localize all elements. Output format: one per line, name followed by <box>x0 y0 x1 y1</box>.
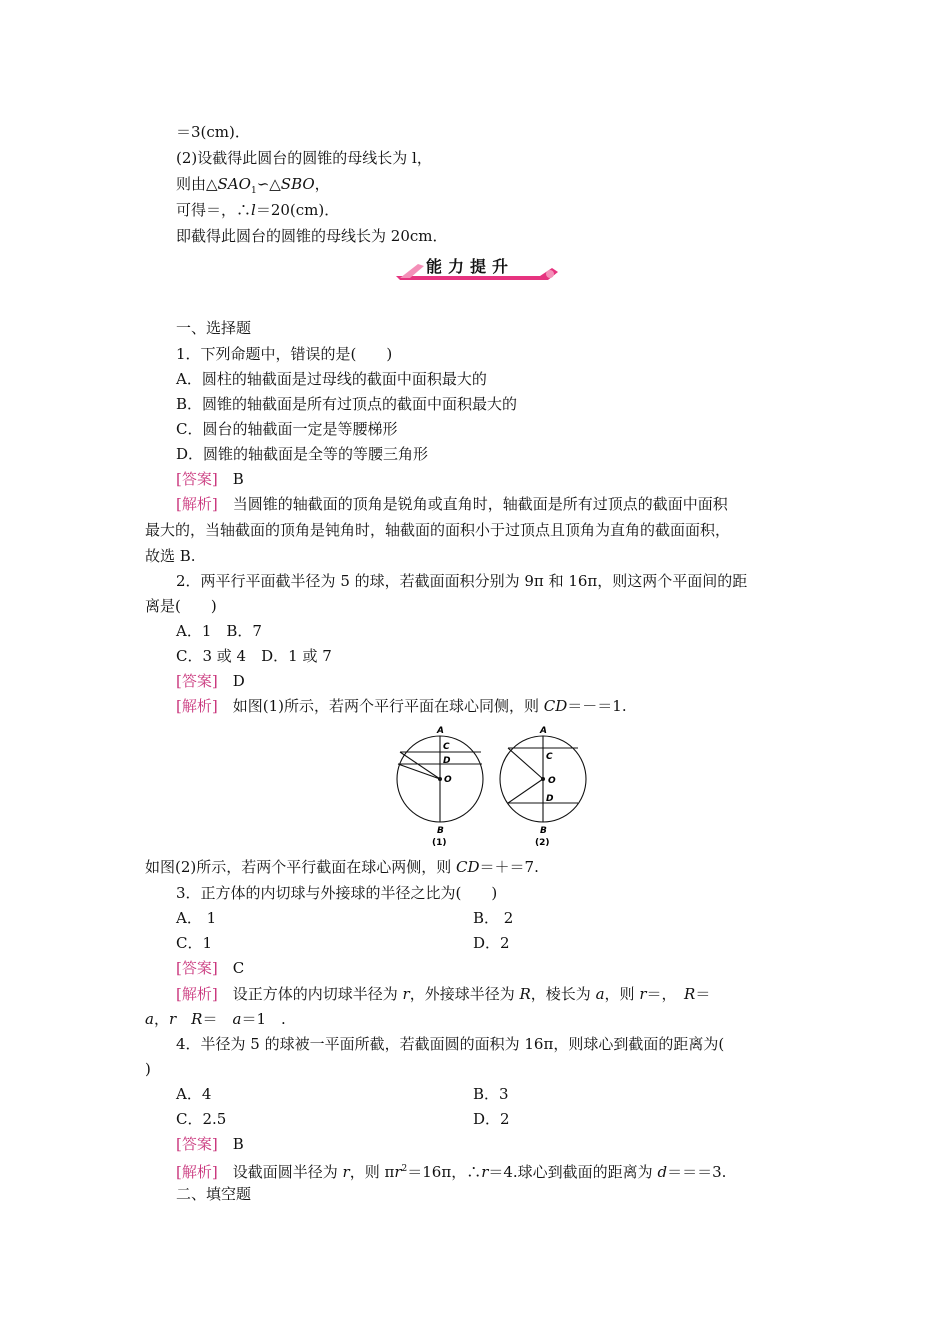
radius-1b <box>398 764 440 779</box>
text-line: ＝3(cm)． <box>176 123 250 141</box>
radius-2b <box>508 779 543 803</box>
superscript: 2 <box>401 1164 408 1174</box>
text-line <box>176 174 330 201</box>
option-d: D．2 <box>473 934 510 952</box>
question-stem: 离是( ) <box>145 597 217 615</box>
var: a <box>232 1010 242 1028</box>
text-line: 即截得此圆台的圆锥的母线长为 20cm． <box>176 227 448 245</box>
question-stem: 2．两平行平面截半径为 5 的球，若截面面积分别为 9π 和 16π，则这两个平面间的距 <box>176 572 748 590</box>
option-b: B． 2 <box>473 909 514 927</box>
text: ＝20(cm)． <box>255 201 340 219</box>
analysis-line <box>176 1159 726 1182</box>
var: CD <box>456 858 480 876</box>
question-stem: 3．正方体的内切球与外接球的半径之比为( ) <box>176 884 498 902</box>
fig-label: O <box>444 775 452 785</box>
text: ，则 π <box>349 1163 395 1181</box>
var: CD <box>543 697 568 715</box>
text: ＝16π，∴ <box>407 1163 482 1181</box>
analysis-tag: [解析] <box>176 985 218 1003</box>
answer-tag: [答案] <box>176 470 218 488</box>
analysis-line <box>176 696 627 716</box>
text: ＝1 . <box>241 1010 286 1028</box>
options-cd: C．3 或 4 D．1 或 7 <box>176 647 332 665</box>
fig-label: D <box>443 756 451 766</box>
text: ＝ <box>202 1010 218 1028</box>
subscript: 1 <box>250 186 257 196</box>
question-stem: 4．半径为 5 的球被一平面所截，若截面圆的面积为 16π，则球心到截面的距离为( <box>176 1035 725 1053</box>
text: ＝， <box>646 985 670 1003</box>
text: 如图(2)所示，若两个平行截面在球心两侧，则 <box>145 858 452 876</box>
text-line <box>176 200 339 220</box>
answer-value: B <box>232 470 244 488</box>
radius-2a <box>508 748 543 779</box>
option-c: C．圆台的轴截面一定是等腰梯形 <box>176 420 398 438</box>
sphere-figure <box>390 722 600 852</box>
section-heading: 二、填空题 <box>176 1185 252 1203</box>
var: r <box>402 985 410 1003</box>
option-a: A． 1 <box>176 909 217 927</box>
answer-value: B <box>232 1135 244 1153</box>
fig-label: D <box>546 794 554 804</box>
analysis-tag: [解析] <box>176 697 218 715</box>
option-c: C．2.5 <box>176 1110 227 1128</box>
text-line: (2)设截得此圆台的圆锥的母线长为 l， <box>176 149 432 167</box>
answer-tag: [答案] <box>176 1135 218 1153</box>
var: l <box>251 201 256 219</box>
text: ，外接球半径为 <box>409 985 515 1003</box>
var: r <box>639 985 647 1003</box>
var: a <box>145 1010 154 1028</box>
text: ， <box>314 175 330 193</box>
fig-label: C <box>546 752 553 762</box>
var: r <box>168 1010 177 1028</box>
text: ＝＝＝3. <box>667 1163 727 1181</box>
option-d: D．圆锥的轴截面是全等的等腰三角形 <box>176 445 429 463</box>
var: SBO <box>280 175 315 193</box>
analysis-line: 故选 B. <box>145 547 196 565</box>
answer-line <box>176 1134 244 1154</box>
text: 则由△ <box>176 175 218 193</box>
radius-1a <box>400 752 440 779</box>
fig-label: O <box>548 776 556 786</box>
var: d <box>657 1163 668 1181</box>
var: a <box>595 985 605 1003</box>
fig-label: A <box>437 726 444 736</box>
text: 可得＝，∴ <box>176 201 252 219</box>
option-a: A．圆柱的轴截面是过母线的截面中面积最大的 <box>176 370 487 388</box>
option-d: D．2 <box>473 1110 510 1128</box>
answer-value: D <box>232 672 245 690</box>
question-stem: ) <box>145 1060 151 1078</box>
text: 设截面圆半径为 <box>232 1163 338 1181</box>
banner-title: 能力提升 <box>425 257 514 276</box>
analysis-line <box>145 1009 286 1029</box>
analysis-tag: [解析] <box>176 1163 218 1181</box>
text: ＝4.球心到截面的距离为 <box>488 1163 653 1181</box>
var: SAO <box>217 175 251 193</box>
var: r <box>481 1163 489 1181</box>
answer-value: C <box>232 959 245 977</box>
option-c: C．1 <box>176 934 213 952</box>
answer-line <box>176 469 244 489</box>
answer-line <box>176 671 245 691</box>
answer-tag: [答案] <box>176 959 218 977</box>
fig-label: B <box>540 826 547 836</box>
text: 当圆锥的轴截面的顶角是锐角或直角时，轴截面是所有过顶点的截面中面积 <box>232 495 728 513</box>
fig-label: B <box>437 826 444 836</box>
analysis-line <box>176 984 710 1004</box>
center-dot-2 <box>541 777 545 781</box>
text: ∽△ <box>256 175 281 193</box>
fig-label: C <box>443 742 450 752</box>
option-a: A．4 <box>176 1085 212 1103</box>
fig-label: (2) <box>535 838 550 848</box>
text: ＝－＝1. <box>567 697 627 715</box>
analysis-line <box>145 857 539 877</box>
var: R <box>684 985 696 1003</box>
analysis-line: 最大的，当轴截面的顶角是钝角时，轴截面的面积小于过顶点且顶角为直角的截面面积， <box>145 521 731 539</box>
text: ＝＋＝7. <box>479 858 539 876</box>
center-dot-1 <box>438 777 442 781</box>
analysis-line <box>176 494 728 514</box>
text: 如图(1)所示，若两个平行平面在球心同侧，则 <box>232 697 539 715</box>
options-ab: A．1 B．7 <box>176 622 262 640</box>
answer-tag: [答案] <box>176 672 218 690</box>
var: R <box>191 1010 203 1028</box>
text: ＝ <box>695 985 711 1003</box>
option-b: B．3 <box>473 1085 509 1103</box>
section-heading: 一、选择题 <box>176 319 252 337</box>
fig-label: (1) <box>432 838 447 848</box>
text: 设正方体的内切球半径为 <box>232 985 398 1003</box>
option-b: B．圆锥的轴截面是所有过顶点的截面中面积最大的 <box>176 395 518 413</box>
answer-line <box>176 958 244 978</box>
text: ， <box>153 1010 169 1028</box>
var: r <box>394 1163 402 1181</box>
question-stem: 1．下列命题中，错误的是( ) <box>176 345 393 363</box>
var: R <box>519 985 531 1003</box>
text: ，棱长为 <box>530 985 591 1003</box>
text: ，则 <box>604 985 635 1003</box>
fig-label: A <box>540 726 547 736</box>
analysis-tag: [解析] <box>176 495 218 513</box>
var: r <box>342 1163 350 1181</box>
